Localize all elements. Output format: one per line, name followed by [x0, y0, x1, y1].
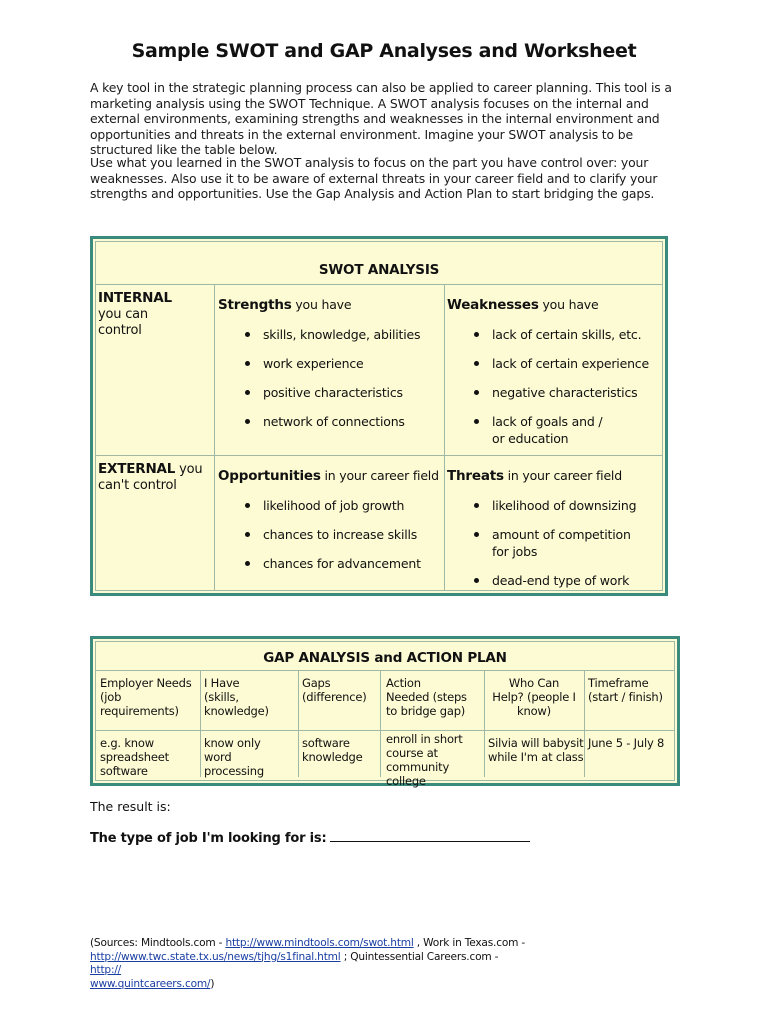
sources-text: (Sources: Mindtools.com -	[90, 937, 226, 949]
list-item: chances for advancement	[218, 555, 440, 572]
weaknesses-heading: Weaknesses	[447, 297, 539, 313]
cell-line: software	[100, 764, 148, 778]
weaknesses-list	[447, 326, 665, 447]
gap-example-employer-needs	[100, 736, 198, 778]
cell-line: enroll in short	[386, 732, 463, 746]
cell-line: software	[302, 736, 350, 750]
cell-line: spreadsheet	[100, 750, 169, 764]
threats-heading-rest: in your career field	[507, 468, 622, 483]
gap-header-who-can-help	[486, 676, 582, 718]
strengths-list	[218, 326, 440, 430]
list-item: work experience	[218, 355, 440, 372]
threats-cell	[447, 467, 665, 589]
list-item: likelihood of downsizing	[447, 497, 665, 514]
gap-header-gaps	[302, 676, 378, 704]
list-item: skills, knowledge, abilities	[218, 326, 440, 343]
page-title: Sample SWOT and GAP Analyses and Worksheet	[131, 40, 637, 62]
header-line: (skills,	[204, 690, 239, 704]
gap-example-i-have	[204, 736, 296, 778]
internal-label	[98, 290, 208, 339]
sources	[90, 937, 530, 991]
gap-header-timeframe	[588, 676, 676, 704]
list-item: network of connections	[218, 413, 440, 430]
threats-heading: Threats	[447, 468, 504, 484]
intro-paragraph-2: Use what you learned in the SWOT analysis to focus on the part you have control over: your weaknesses. Also use it to be aware of external threats in your career field and to clarify your strengths and opportunities. Use the Gap Analysis and Action Plan to start bridging the gaps.	[90, 154, 658, 202]
header-line: Timeframe	[588, 676, 649, 690]
cell-line: June 5 - July 8	[588, 736, 665, 750]
list-item: positive characteristics	[218, 384, 440, 401]
opportunities-list	[218, 497, 440, 572]
sources-text: )	[210, 977, 215, 990]
cell-line: e.g. know	[100, 736, 154, 750]
cell-line: word	[204, 750, 232, 764]
result-label: The result is:	[90, 799, 171, 814]
strengths-heading: Strengths	[218, 297, 292, 313]
opportunities-heading-rest: in your career field	[324, 468, 439, 483]
list-item: lack of certain experience	[447, 355, 665, 372]
strengths-cell	[218, 296, 440, 430]
weaknesses-heading-rest: you have	[542, 297, 599, 312]
intro-paragraph-1: A key tool in the strategic planning process can also be applied to career planning. This tool is a marketing analysis using the SWOT Technique. A SWOT analysis focuses on the internal and external environments, examining strengths and weaknesses in the internal environment and opportunities and threats in the external environment. Imagine your SWOT analysis to be structured like the table below.	[90, 80, 672, 158]
external-label-rest-2: can't control	[98, 478, 177, 493]
list-item: dead-end type of work	[447, 572, 665, 589]
divider	[484, 670, 485, 777]
header-line: Help? (people I	[492, 690, 576, 704]
header-line: Action	[386, 676, 421, 690]
threats-list	[447, 497, 665, 589]
weaknesses-cell	[447, 296, 665, 447]
gap-example-action-needed	[386, 732, 482, 788]
divider	[214, 284, 215, 590]
header-line: Gaps	[302, 676, 331, 690]
divider	[96, 670, 674, 671]
cell-line: while I'm at class	[488, 750, 584, 764]
divider	[96, 455, 662, 456]
cell-line: community college	[386, 760, 450, 788]
job-line	[90, 829, 530, 846]
cell-line: course at	[386, 746, 438, 760]
header-line: to bridge gap)	[386, 704, 466, 718]
sources-text: ; Quintessential Careers.com -	[340, 950, 499, 963]
header-line: Employer Needs	[100, 676, 192, 690]
strengths-heading-rest: you have	[295, 297, 352, 312]
header-line: knowledge)	[204, 704, 269, 718]
header-line: Who Can	[508, 676, 560, 690]
link-quintcareers-2[interactable]: www.quintcareers.com/	[90, 977, 211, 990]
cell-line: processing	[204, 764, 264, 778]
cell-line: knowledge	[302, 750, 363, 764]
intro-text	[90, 80, 675, 202]
gap-header-i-have	[204, 676, 296, 718]
list-item	[447, 526, 665, 560]
gap-example-who-can-help	[488, 736, 584, 764]
list-item-line: for jobs	[492, 544, 538, 559]
divider	[96, 284, 662, 285]
divider	[200, 670, 201, 777]
gap-example-timeframe	[588, 736, 676, 750]
list-item: lack of certain skills, etc.	[447, 326, 665, 343]
internal-label-bold: INTERNAL	[98, 290, 172, 306]
list-item: negative characteristics	[447, 384, 665, 401]
divider	[298, 670, 299, 777]
external-label-rest: you	[179, 462, 203, 477]
opportunities-cell	[218, 467, 440, 572]
sources-text: , Work in Texas.com -	[413, 937, 526, 949]
header-line: I Have	[204, 676, 240, 690]
list-item: chances to increase skills	[218, 526, 440, 543]
header-line: (start / finish)	[588, 690, 663, 704]
divider	[584, 670, 585, 777]
external-label-bold: EXTERNAL	[98, 461, 176, 477]
gap-table	[90, 636, 680, 786]
gap-header-action-needed	[386, 676, 482, 718]
link-quintcareers[interactable]: http://	[90, 964, 122, 976]
link-twc[interactable]: http://www.twc.state.tx.us/news/tjhg/s1final.html	[90, 950, 341, 963]
gap-title: GAP ANALYSIS and ACTION PLAN	[263, 650, 507, 666]
header-line: (difference)	[302, 690, 367, 704]
list-item-line: lack of goals and /	[492, 414, 603, 429]
header-line: Needed (steps	[386, 690, 467, 704]
job-label: The type of job I'm looking for is:	[90, 831, 327, 846]
list-item-line: or education	[492, 431, 569, 446]
header-line: know)	[517, 704, 551, 718]
list-item-line: amount of competition	[492, 527, 631, 542]
gap-example-gaps	[302, 736, 378, 764]
header-line: requirements)	[100, 704, 179, 718]
swot-title: SWOT ANALYSIS	[318, 262, 440, 278]
list-item: likelihood of job growth	[218, 497, 440, 514]
cell-line: Silvia will babysit	[488, 736, 584, 750]
list-item	[447, 413, 665, 447]
internal-label-rest: you can control	[98, 307, 148, 338]
cell-line: know only	[204, 736, 261, 750]
divider	[96, 730, 674, 731]
gap-header-employer-needs	[100, 676, 198, 718]
job-blank-field[interactable]	[330, 829, 530, 842]
divider	[444, 284, 445, 590]
header-line: (job	[100, 690, 122, 704]
swot-table	[90, 236, 668, 596]
external-label	[98, 461, 210, 494]
link-mindtools[interactable]: http://www.mindtools.com/swot.html	[225, 937, 414, 949]
divider	[380, 670, 381, 777]
divider	[96, 780, 674, 781]
opportunities-heading: Opportunities	[218, 468, 321, 484]
